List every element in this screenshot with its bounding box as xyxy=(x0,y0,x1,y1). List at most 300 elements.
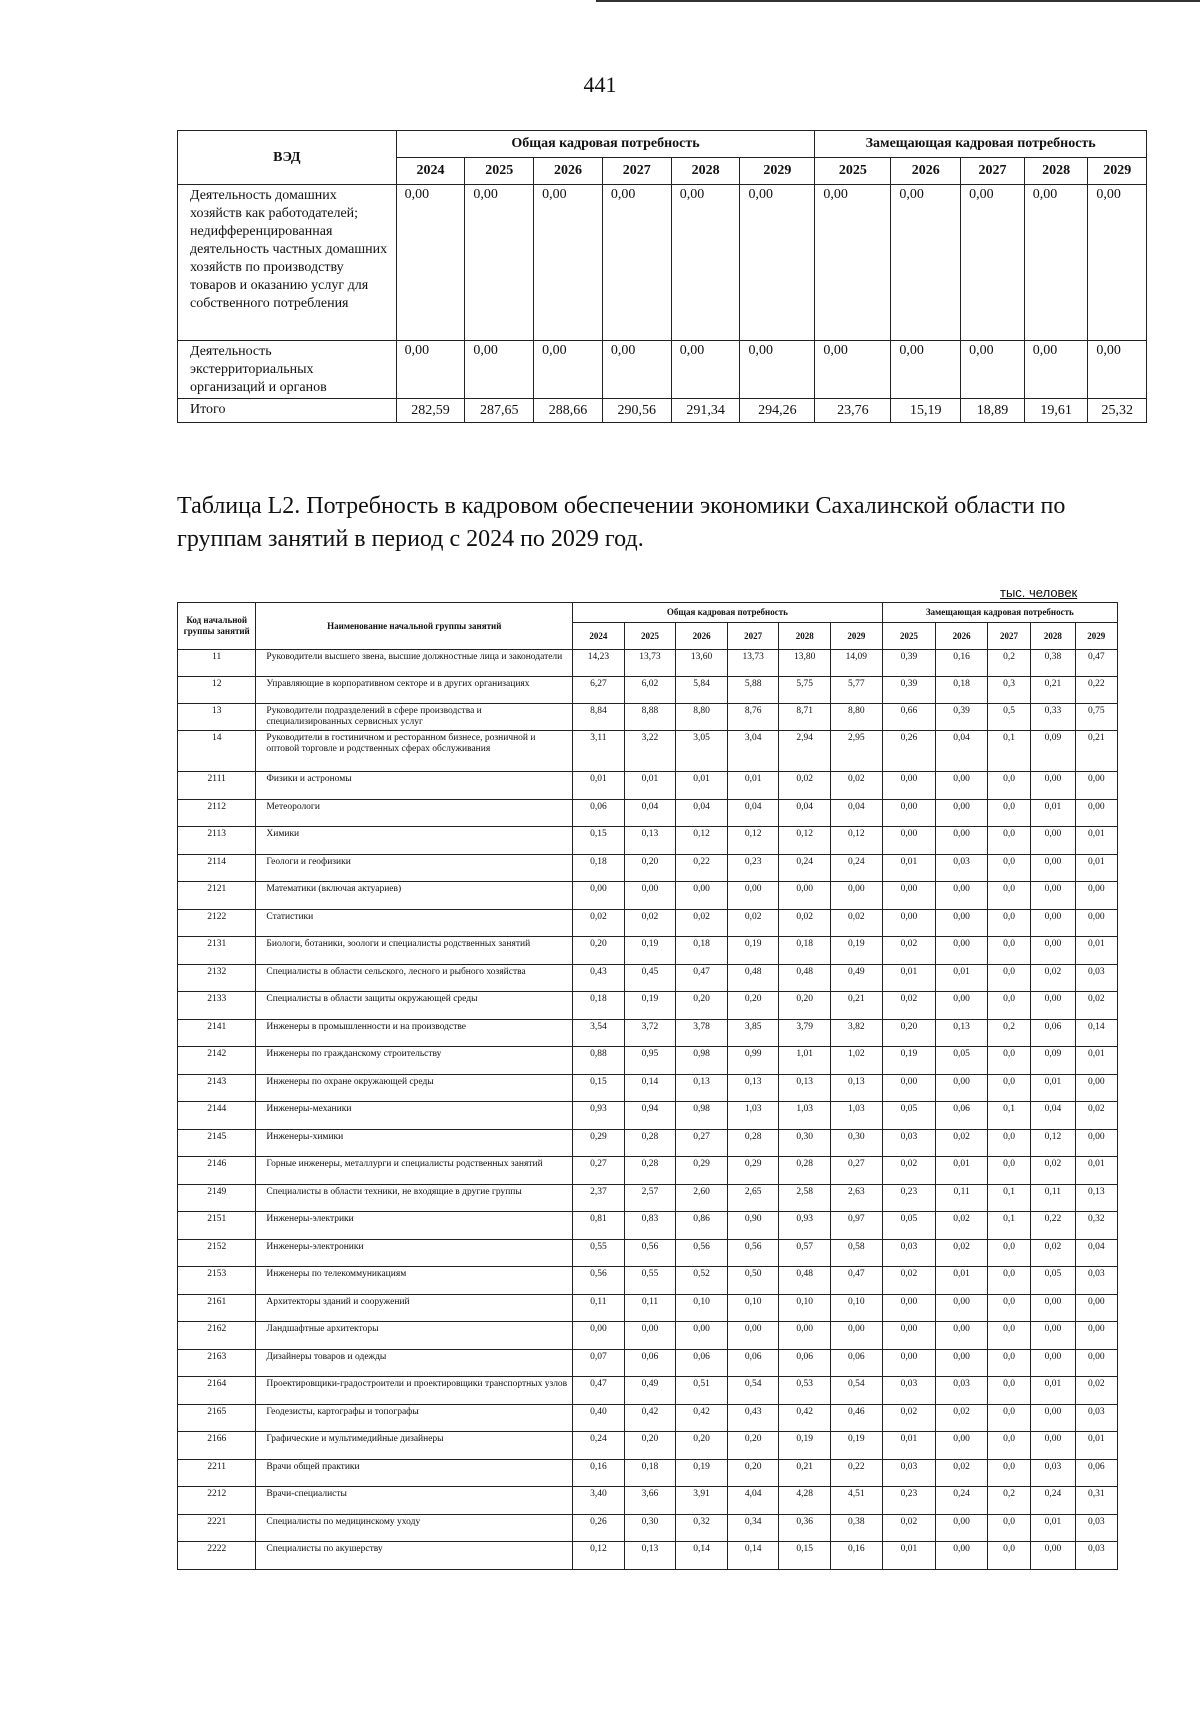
cell-value: 0,38 xyxy=(1031,650,1075,677)
row-label: Итого xyxy=(178,399,397,423)
cell-value: 5,75 xyxy=(779,677,831,704)
cell-value: 0,04 xyxy=(1075,1239,1117,1267)
row-code: 2161 xyxy=(178,1294,256,1322)
cell-value: 0,00 xyxy=(1075,1294,1117,1322)
cell-value: 0,12 xyxy=(1031,1129,1075,1157)
row-name: Дизайнеры товаров и одежды xyxy=(256,1349,573,1377)
table-row xyxy=(178,677,1118,704)
cell-value: 0,00 xyxy=(1031,992,1075,1020)
cell-value: 0,00 xyxy=(882,909,936,937)
cell-value: 3,40 xyxy=(573,1487,625,1515)
cell-value: 0,02 xyxy=(573,909,625,937)
cell-value: 0,21 xyxy=(779,1459,831,1487)
year-header-replace: 2026 xyxy=(936,623,988,650)
page-number: 441 xyxy=(583,72,617,97)
cell-value: 0,97 xyxy=(831,1212,883,1240)
cell-value: 14,23 xyxy=(573,650,625,677)
cell-value: 0,00 xyxy=(936,882,988,910)
cell-value: 0,48 xyxy=(779,1267,831,1295)
header-replacement-demand: Замещающая кадровая потребность xyxy=(882,603,1117,623)
cell-value: 0,00 xyxy=(396,341,465,399)
table-row xyxy=(178,882,1118,910)
cell-value: 0,2 xyxy=(987,1019,1030,1047)
cell-value: 0,00 xyxy=(676,1322,728,1350)
cell-value: 0,00 xyxy=(602,185,671,341)
header-replacement-demand: Замещающая кадровая потребность xyxy=(815,131,1147,158)
row-code: 2113 xyxy=(178,827,256,855)
cell-value: 8,76 xyxy=(727,704,779,731)
cell-value: 0,01 xyxy=(936,1267,988,1295)
year-header-replace: 2028 xyxy=(1031,623,1075,650)
cell-value: 0,00 xyxy=(1031,827,1075,855)
year-header-total: 2026 xyxy=(534,158,603,185)
cell-value: 0,28 xyxy=(624,1129,676,1157)
row-name: Горные инженеры, металлурги и специалисты родственных занятий xyxy=(256,1157,573,1185)
table-row xyxy=(178,1019,1118,1047)
row-name: Инженеры по охране окружающей среды xyxy=(256,1074,573,1102)
cell-value: 8,71 xyxy=(779,704,831,731)
cell-value: 0,18 xyxy=(936,677,988,704)
cell-value: 0,13 xyxy=(676,1074,728,1102)
cell-value: 0,03 xyxy=(882,1239,936,1267)
cell-value: 0,00 xyxy=(1031,882,1075,910)
cell-value: 8,80 xyxy=(676,704,728,731)
cell-value: 0,04 xyxy=(831,799,883,827)
table-row xyxy=(178,772,1118,800)
row-name: Специалисты в области техники, не входящие в другие группы xyxy=(256,1184,573,1212)
cell-value: 0,5 xyxy=(987,704,1030,731)
year-header-replace: 2025 xyxy=(815,158,891,185)
table-row xyxy=(178,1212,1118,1240)
table-row xyxy=(178,1432,1118,1460)
cell-value: 0,02 xyxy=(727,909,779,937)
year-header-replace: 2025 xyxy=(882,623,936,650)
table-row xyxy=(178,1239,1118,1267)
row-name: Статистики xyxy=(256,909,573,937)
cell-value: 0,0 xyxy=(987,1267,1030,1295)
cell-value: 0,0 xyxy=(987,1514,1030,1542)
cell-value: 0,00 xyxy=(727,882,779,910)
cell-value: 0,20 xyxy=(727,992,779,1020)
cell-value: 0,36 xyxy=(779,1514,831,1542)
cell-value: 1,03 xyxy=(779,1102,831,1130)
cell-value: 5,88 xyxy=(727,677,779,704)
cell-value: 0,00 xyxy=(815,185,891,341)
year-header-total: 2025 xyxy=(624,623,676,650)
table-ved xyxy=(177,130,1147,423)
cell-value: 0,42 xyxy=(779,1404,831,1432)
row-name: Геологи и геофизики xyxy=(256,854,573,882)
cell-value: 0,03 xyxy=(1075,1267,1117,1295)
cell-value: 3,11 xyxy=(573,731,625,772)
cell-value: 0,19 xyxy=(727,937,779,965)
cell-value: 2,60 xyxy=(676,1184,728,1212)
cell-value: 0,00 xyxy=(740,185,815,341)
cell-value: 0,06 xyxy=(1031,1019,1075,1047)
cell-value: 0,12 xyxy=(831,827,883,855)
cell-value: 0,03 xyxy=(936,1377,988,1405)
cell-value: 0,00 xyxy=(936,909,988,937)
cell-value: 0,90 xyxy=(727,1212,779,1240)
table-row xyxy=(178,650,1118,677)
table-row xyxy=(178,731,1118,772)
cell-value: 0,02 xyxy=(779,772,831,800)
cell-value: 0,0 xyxy=(987,1459,1030,1487)
cell-value: 0,02 xyxy=(624,909,676,937)
cell-value: 0,00 xyxy=(882,1294,936,1322)
cell-value: 0,02 xyxy=(831,909,883,937)
cell-value: 2,65 xyxy=(727,1184,779,1212)
cell-value: 0,0 xyxy=(987,772,1030,800)
cell-value: 0,03 xyxy=(1075,964,1117,992)
cell-value: 0,00 xyxy=(936,992,988,1020)
cell-value: 0,00 xyxy=(534,185,603,341)
cell-value: 0,48 xyxy=(727,964,779,992)
row-code: 12 xyxy=(178,677,256,704)
cell-value: 0,24 xyxy=(573,1432,625,1460)
cell-value: 0,21 xyxy=(1075,731,1117,772)
cell-value: 0,42 xyxy=(624,1404,676,1432)
cell-value: 0,10 xyxy=(831,1294,883,1322)
cell-value: 2,63 xyxy=(831,1184,883,1212)
cell-value: 0,02 xyxy=(1075,992,1117,1020)
cell-value: 0,02 xyxy=(882,1267,936,1295)
cell-value: 0,20 xyxy=(727,1459,779,1487)
cell-value: 0,00 xyxy=(1031,909,1075,937)
table-row xyxy=(178,1542,1118,1570)
cell-value: 0,29 xyxy=(727,1157,779,1185)
cell-value: 0,02 xyxy=(936,1459,988,1487)
cell-value: 0,32 xyxy=(676,1514,728,1542)
cell-value: 0,02 xyxy=(936,1404,988,1432)
row-code: 2142 xyxy=(178,1047,256,1075)
cell-value: 0,54 xyxy=(831,1377,883,1405)
cell-value: 0,56 xyxy=(573,1267,625,1295)
cell-value: 0,14 xyxy=(1075,1019,1117,1047)
cell-value: 0,00 xyxy=(1024,185,1088,341)
cell-value: 0,19 xyxy=(882,1047,936,1075)
cell-value: 0,34 xyxy=(727,1514,779,1542)
cell-value: 0,00 xyxy=(671,185,740,341)
row-code: 2162 xyxy=(178,1322,256,1350)
cell-value: 0,00 xyxy=(882,799,936,827)
cell-value: 0,03 xyxy=(1075,1542,1117,1570)
header-total-demand: Общая кадровая потребность xyxy=(573,603,883,623)
table-row xyxy=(178,1404,1118,1432)
cell-value: 0,15 xyxy=(573,827,625,855)
cell-value: 13,73 xyxy=(624,650,676,677)
table-caption: Таблица L2. Потребность в кадровом обеспечении экономики Сахалинской области по группам занятий в период с 2024 по 2029 год. xyxy=(177,493,1066,552)
cell-value: 0,0 xyxy=(987,1404,1030,1432)
year-header-total: 2029 xyxy=(831,623,883,650)
cell-value: 0,01 xyxy=(1075,1047,1117,1075)
cell-value: 0,03 xyxy=(1075,1404,1117,1432)
row-code: 2132 xyxy=(178,964,256,992)
cell-value: 0,22 xyxy=(831,1459,883,1487)
row-name: Специалисты по медицинскому уходу xyxy=(256,1514,573,1542)
cell-value: 0,00 xyxy=(1031,1322,1075,1350)
cell-value: 0,23 xyxy=(882,1487,936,1515)
cell-value: 0,06 xyxy=(936,1102,988,1130)
cell-value: 0,93 xyxy=(779,1212,831,1240)
cell-value: 0,18 xyxy=(624,1459,676,1487)
table-row xyxy=(178,1294,1118,1322)
row-name: Инженеры-механики xyxy=(256,1102,573,1130)
table-row xyxy=(178,1267,1118,1295)
row-code: 2151 xyxy=(178,1212,256,1240)
row-label: Деятельность домашних хозяйств как работодателей; недифференцированная деятельность частных домашних хозяйств по производству товаров и оказанию услуг для собственного потребления xyxy=(178,185,397,341)
row-label: Деятельность экстерриториальных организаций и органов xyxy=(178,341,397,399)
row-code: 2122 xyxy=(178,909,256,937)
cell-value: 3,22 xyxy=(624,731,676,772)
cell-value: 0,19 xyxy=(624,992,676,1020)
cell-value: 0,0 xyxy=(987,799,1030,827)
cell-value: 0,00 xyxy=(1031,937,1075,965)
cell-value: 0,18 xyxy=(573,992,625,1020)
row-code: 2131 xyxy=(178,937,256,965)
cell-value: 0,02 xyxy=(882,1157,936,1185)
cell-value: 0,98 xyxy=(676,1102,728,1130)
row-name: Проектировщики-градостроители и проектировщики транспортных узлов xyxy=(256,1377,573,1405)
cell-value: 3,82 xyxy=(831,1019,883,1047)
cell-value: 0,01 xyxy=(624,772,676,800)
table-row xyxy=(178,704,1118,731)
cell-value: 0,01 xyxy=(1031,1514,1075,1542)
cell-value: 0,0 xyxy=(987,1157,1030,1185)
table-row xyxy=(178,1074,1118,1102)
cell-value: 0,0 xyxy=(987,1294,1030,1322)
cell-value: 0,31 xyxy=(1075,1487,1117,1515)
cell-value: 0,11 xyxy=(573,1294,625,1322)
cell-value: 3,66 xyxy=(624,1487,676,1515)
cell-value: 282,59 xyxy=(396,399,465,423)
cell-value: 6,02 xyxy=(624,677,676,704)
cell-value: 0,07 xyxy=(573,1349,625,1377)
row-name: Руководители в гостиничном и ресторанном бизнесе, розничной и оптовой торговле и родственных сферах обслуживания xyxy=(256,731,573,772)
cell-value: 0,20 xyxy=(624,1432,676,1460)
cell-value: 0,00 xyxy=(936,1322,988,1350)
cell-value: 0,0 xyxy=(987,1377,1030,1405)
cell-value: 0,00 xyxy=(1075,909,1117,937)
row-code: 14 xyxy=(178,731,256,772)
cell-value: 0,00 xyxy=(936,1349,988,1377)
cell-value: 0,00 xyxy=(779,1322,831,1350)
cell-value: 0,00 xyxy=(573,882,625,910)
cell-value: 0,51 xyxy=(676,1377,728,1405)
row-code: 2144 xyxy=(178,1102,256,1130)
cell-value: 0,01 xyxy=(676,772,728,800)
cell-value: 0,02 xyxy=(882,1404,936,1432)
table-row xyxy=(178,1184,1118,1212)
row-name: Физики и астрономы xyxy=(256,772,573,800)
cell-value: 0,02 xyxy=(936,1129,988,1157)
cell-value: 0,33 xyxy=(1031,704,1075,731)
cell-value: 0,49 xyxy=(831,964,883,992)
cell-value: 0,0 xyxy=(987,827,1030,855)
cell-value: 0,52 xyxy=(676,1267,728,1295)
cell-value: 0,19 xyxy=(624,937,676,965)
cell-value: 0,13 xyxy=(936,1019,988,1047)
row-name: Специалисты в области защиты окружающей среды xyxy=(256,992,573,1020)
cell-value: 0,29 xyxy=(676,1157,728,1185)
year-header-total: 2024 xyxy=(573,623,625,650)
cell-value: 23,76 xyxy=(815,399,891,423)
cell-value: 0,00 xyxy=(936,827,988,855)
cell-value: 0,00 xyxy=(891,185,961,341)
cell-value: 0,00 xyxy=(882,827,936,855)
cell-value: 0,15 xyxy=(573,1074,625,1102)
cell-value: 0,18 xyxy=(779,937,831,965)
cell-value: 0,43 xyxy=(727,1404,779,1432)
cell-value: 2,94 xyxy=(779,731,831,772)
header-code: Код начальной группы занятий xyxy=(178,603,256,650)
cell-value: 0,00 xyxy=(602,341,671,399)
cell-value: 0,1 xyxy=(987,731,1030,772)
cell-value: 0,00 xyxy=(815,341,891,399)
row-code: 2211 xyxy=(178,1459,256,1487)
cell-value: 0,22 xyxy=(676,854,728,882)
year-header-total: 2026 xyxy=(676,623,728,650)
cell-value: 0,20 xyxy=(624,854,676,882)
cell-value: 0,56 xyxy=(624,1239,676,1267)
cell-value: 0,0 xyxy=(987,854,1030,882)
cell-value: 0,00 xyxy=(1088,185,1147,341)
top-rule xyxy=(596,0,1200,2)
cell-value: 0,12 xyxy=(573,1542,625,1570)
cell-value: 3,54 xyxy=(573,1019,625,1047)
cell-value: 0,81 xyxy=(573,1212,625,1240)
cell-value: 0,0 xyxy=(987,964,1030,992)
cell-value: 0,30 xyxy=(624,1514,676,1542)
cell-value: 0,00 xyxy=(961,185,1025,341)
cell-value: 0,66 xyxy=(882,704,936,731)
cell-value: 0,00 xyxy=(936,1294,988,1322)
cell-value: 0,00 xyxy=(936,1074,988,1102)
year-header-total: 2028 xyxy=(779,623,831,650)
cell-value: 0,00 xyxy=(1031,772,1075,800)
table-row xyxy=(178,1459,1118,1487)
cell-value: 0,0 xyxy=(987,1047,1030,1075)
row-name: Биологи, ботаники, зоологи и специалисты родственных занятий xyxy=(256,937,573,965)
cell-value: 0,20 xyxy=(779,992,831,1020)
cell-value: 6,27 xyxy=(573,677,625,704)
cell-value: 0,15 xyxy=(779,1542,831,1570)
cell-value: 2,37 xyxy=(573,1184,625,1212)
cell-value: 0,50 xyxy=(727,1267,779,1295)
cell-value: 13,80 xyxy=(779,650,831,677)
cell-value: 0,26 xyxy=(882,731,936,772)
row-code: 2149 xyxy=(178,1184,256,1212)
cell-value: 0,99 xyxy=(727,1047,779,1075)
cell-value: 0,01 xyxy=(573,772,625,800)
cell-value: 0,0 xyxy=(987,909,1030,937)
cell-value: 0,00 xyxy=(1075,799,1117,827)
cell-value: 0,20 xyxy=(676,1432,728,1460)
cell-value: 0,02 xyxy=(1031,1157,1075,1185)
cell-value: 0,57 xyxy=(779,1239,831,1267)
cell-value: 0,00 xyxy=(891,341,961,399)
cell-value: 0,54 xyxy=(727,1377,779,1405)
cell-value: 0,58 xyxy=(831,1239,883,1267)
cell-value: 0,01 xyxy=(882,1432,936,1460)
row-name: Инженеры-электроники xyxy=(256,1239,573,1267)
cell-value: 0,01 xyxy=(1075,827,1117,855)
cell-value: 1,03 xyxy=(831,1102,883,1130)
cell-value: 0,00 xyxy=(882,1074,936,1102)
cell-value: 18,89 xyxy=(961,399,1025,423)
cell-value: 0,83 xyxy=(624,1212,676,1240)
cell-value: 0,03 xyxy=(882,1459,936,1487)
cell-value: 0,27 xyxy=(676,1129,728,1157)
cell-value: 2,58 xyxy=(779,1184,831,1212)
table-row xyxy=(178,1102,1118,1130)
table-row xyxy=(178,1157,1118,1185)
row-name: Метеорологи xyxy=(256,799,573,827)
table-row xyxy=(178,185,1147,341)
row-name: Математики (включая актуариев) xyxy=(256,882,573,910)
cell-value: 0,01 xyxy=(1031,1074,1075,1102)
cell-value: 0,16 xyxy=(573,1459,625,1487)
cell-value: 0,04 xyxy=(624,799,676,827)
cell-value: 0,04 xyxy=(1031,1102,1075,1130)
cell-value: 0,0 xyxy=(987,1542,1030,1570)
cell-value: 0,02 xyxy=(1075,1377,1117,1405)
cell-value: 0,46 xyxy=(831,1404,883,1432)
cell-value: 0,13 xyxy=(727,1074,779,1102)
cell-value: 0,29 xyxy=(573,1129,625,1157)
row-name: Графические и мультимедийные дизайнеры xyxy=(256,1432,573,1460)
cell-value: 0,30 xyxy=(831,1129,883,1157)
cell-value: 3,79 xyxy=(779,1019,831,1047)
table-row xyxy=(178,937,1118,965)
cell-value: 0,00 xyxy=(1075,772,1117,800)
year-header-replace: 2027 xyxy=(961,158,1025,185)
row-code: 2146 xyxy=(178,1157,256,1185)
cell-value: 0,00 xyxy=(740,341,815,399)
cell-value: 0,27 xyxy=(573,1157,625,1185)
cell-value: 3,72 xyxy=(624,1019,676,1047)
cell-value: 0,28 xyxy=(779,1157,831,1185)
cell-value: 0,02 xyxy=(779,909,831,937)
cell-value: 0,00 xyxy=(1075,1074,1117,1102)
cell-value: 8,84 xyxy=(573,704,625,731)
cell-value: 0,04 xyxy=(727,799,779,827)
cell-value: 0,00 xyxy=(534,341,603,399)
header-total-demand: Общая кадровая потребность xyxy=(396,131,815,158)
row-name: Врачи общей практики xyxy=(256,1459,573,1487)
cell-value: 0,03 xyxy=(1075,1514,1117,1542)
cell-value: 0,20 xyxy=(727,1432,779,1460)
cell-value: 0,21 xyxy=(1031,677,1075,704)
cell-value: 0,09 xyxy=(1031,731,1075,772)
cell-value: 0,28 xyxy=(624,1157,676,1185)
cell-value: 0,26 xyxy=(573,1514,625,1542)
cell-value: 0,24 xyxy=(779,854,831,882)
table-row xyxy=(178,399,1147,423)
cell-value: 0,06 xyxy=(676,1349,728,1377)
cell-value: 0,23 xyxy=(882,1184,936,1212)
row-code: 2111 xyxy=(178,772,256,800)
cell-value: 0,00 xyxy=(882,1349,936,1377)
row-code: 2141 xyxy=(178,1019,256,1047)
cell-value: 0,18 xyxy=(573,854,625,882)
year-header-total: 2027 xyxy=(727,623,779,650)
cell-value: 0,00 xyxy=(882,1322,936,1350)
cell-value: 0,03 xyxy=(882,1129,936,1157)
cell-value: 0,0 xyxy=(987,1349,1030,1377)
cell-value: 0,00 xyxy=(1075,882,1117,910)
cell-value: 0,93 xyxy=(573,1102,625,1130)
